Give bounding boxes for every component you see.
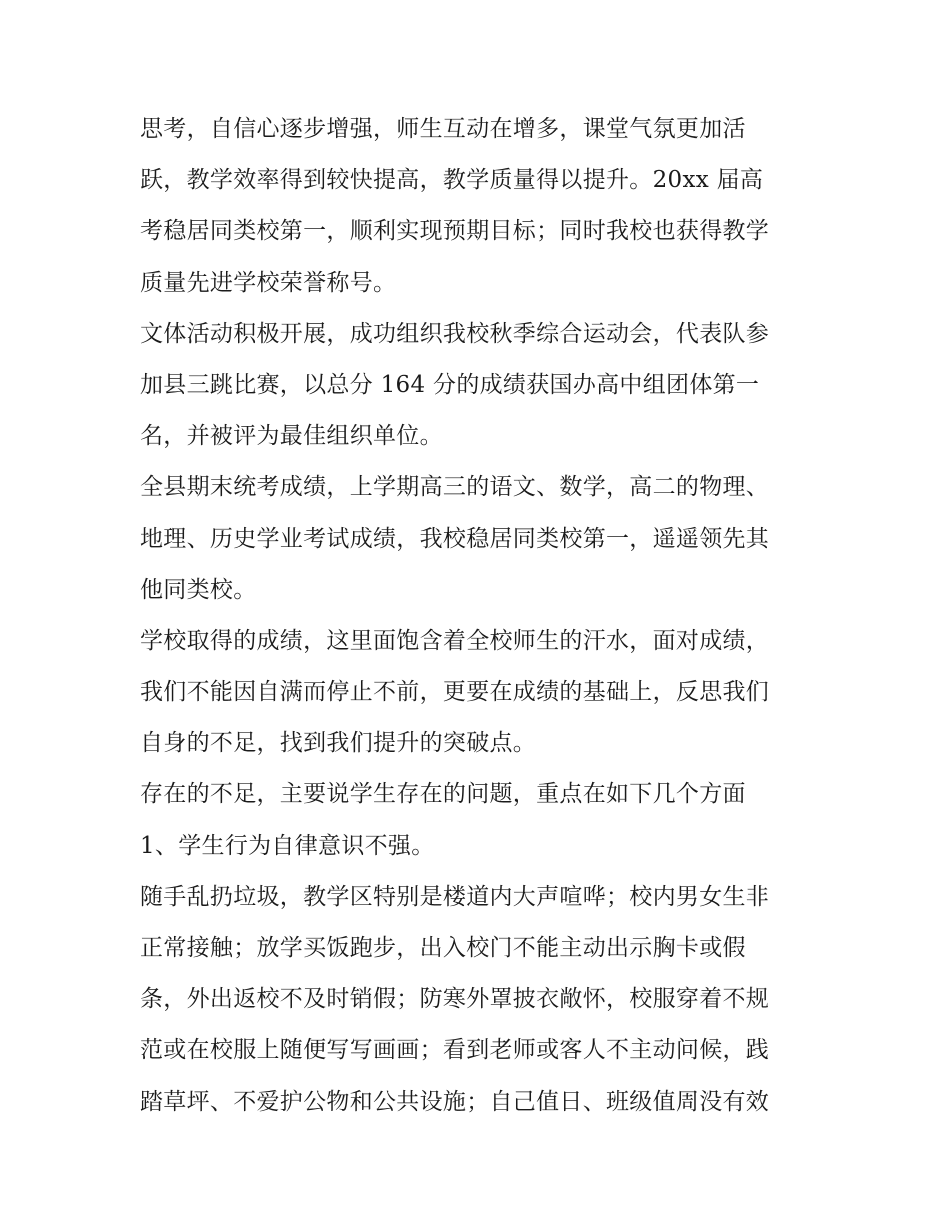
- text-line: 加县三跳比赛，以总分 164 分的成绩获国办高中组团体第一: [140, 371, 760, 398]
- text-line: 质量先进学校荣誉称号。: [140, 269, 397, 296]
- text-line: 文体活动积极开展，成功组织我校秋季综合运动会，代表队参: [140, 320, 770, 347]
- text-line: 范或在校服上随便写写画画；看到老师或客人不主动问候，践: [140, 1037, 770, 1064]
- text-line: 他同类校。: [140, 576, 257, 603]
- text-line: 踏草坪、不爱护公物和公共设施；自己值日、班级值周没有效: [140, 1088, 770, 1115]
- text-line: 我们不能因自满而停止不前，更要在成绩的基础上，反思我们: [140, 679, 770, 706]
- text-line: 存在的不足，主要说学生存在的问题，重点在如下几个方面: [140, 781, 746, 808]
- text-line: 1、学生行为自律意识不强。: [140, 832, 435, 859]
- text-line: 跃，教学效率得到较快提高，教学质量得以提升。20xx 届高: [140, 167, 764, 194]
- text-line: 正常接触；放学买饭跑步，出入校门不能主动出示胸卡或假: [140, 935, 746, 961]
- text-line: 地理、历史学业考试成绩，我校稳居同类校第一，遥遥领先其: [140, 525, 770, 552]
- text-line: 考稳居同类校第一，顺利实现预期目标；同时我校也获得教学: [140, 218, 770, 245]
- text-line: 学校取得的成绩，这里面饱含着全校师生的汗水，面对成绩，: [140, 627, 770, 654]
- text-line: 名，并被评为最佳组织单位。: [140, 423, 443, 450]
- text-line: 全县期末统考成绩，上学期高三的语文、数学，高二的物理、: [140, 474, 770, 501]
- text-line: 条，外出返校不及时销假；防寒外罩披衣敞怀，校服穿着不规: [140, 986, 770, 1013]
- text-line: 自身的不足，找到我们提升的突破点。: [140, 730, 537, 757]
- text-line: 随手乱扔垃圾，教学区特别是楼道内大声喧哗；校内男女生非: [140, 883, 770, 910]
- document-body: [140, 104, 820, 1128]
- text-line: 思考，自信心逐步增强，师生互动在增多，课堂气氛更加活: [140, 116, 746, 142]
